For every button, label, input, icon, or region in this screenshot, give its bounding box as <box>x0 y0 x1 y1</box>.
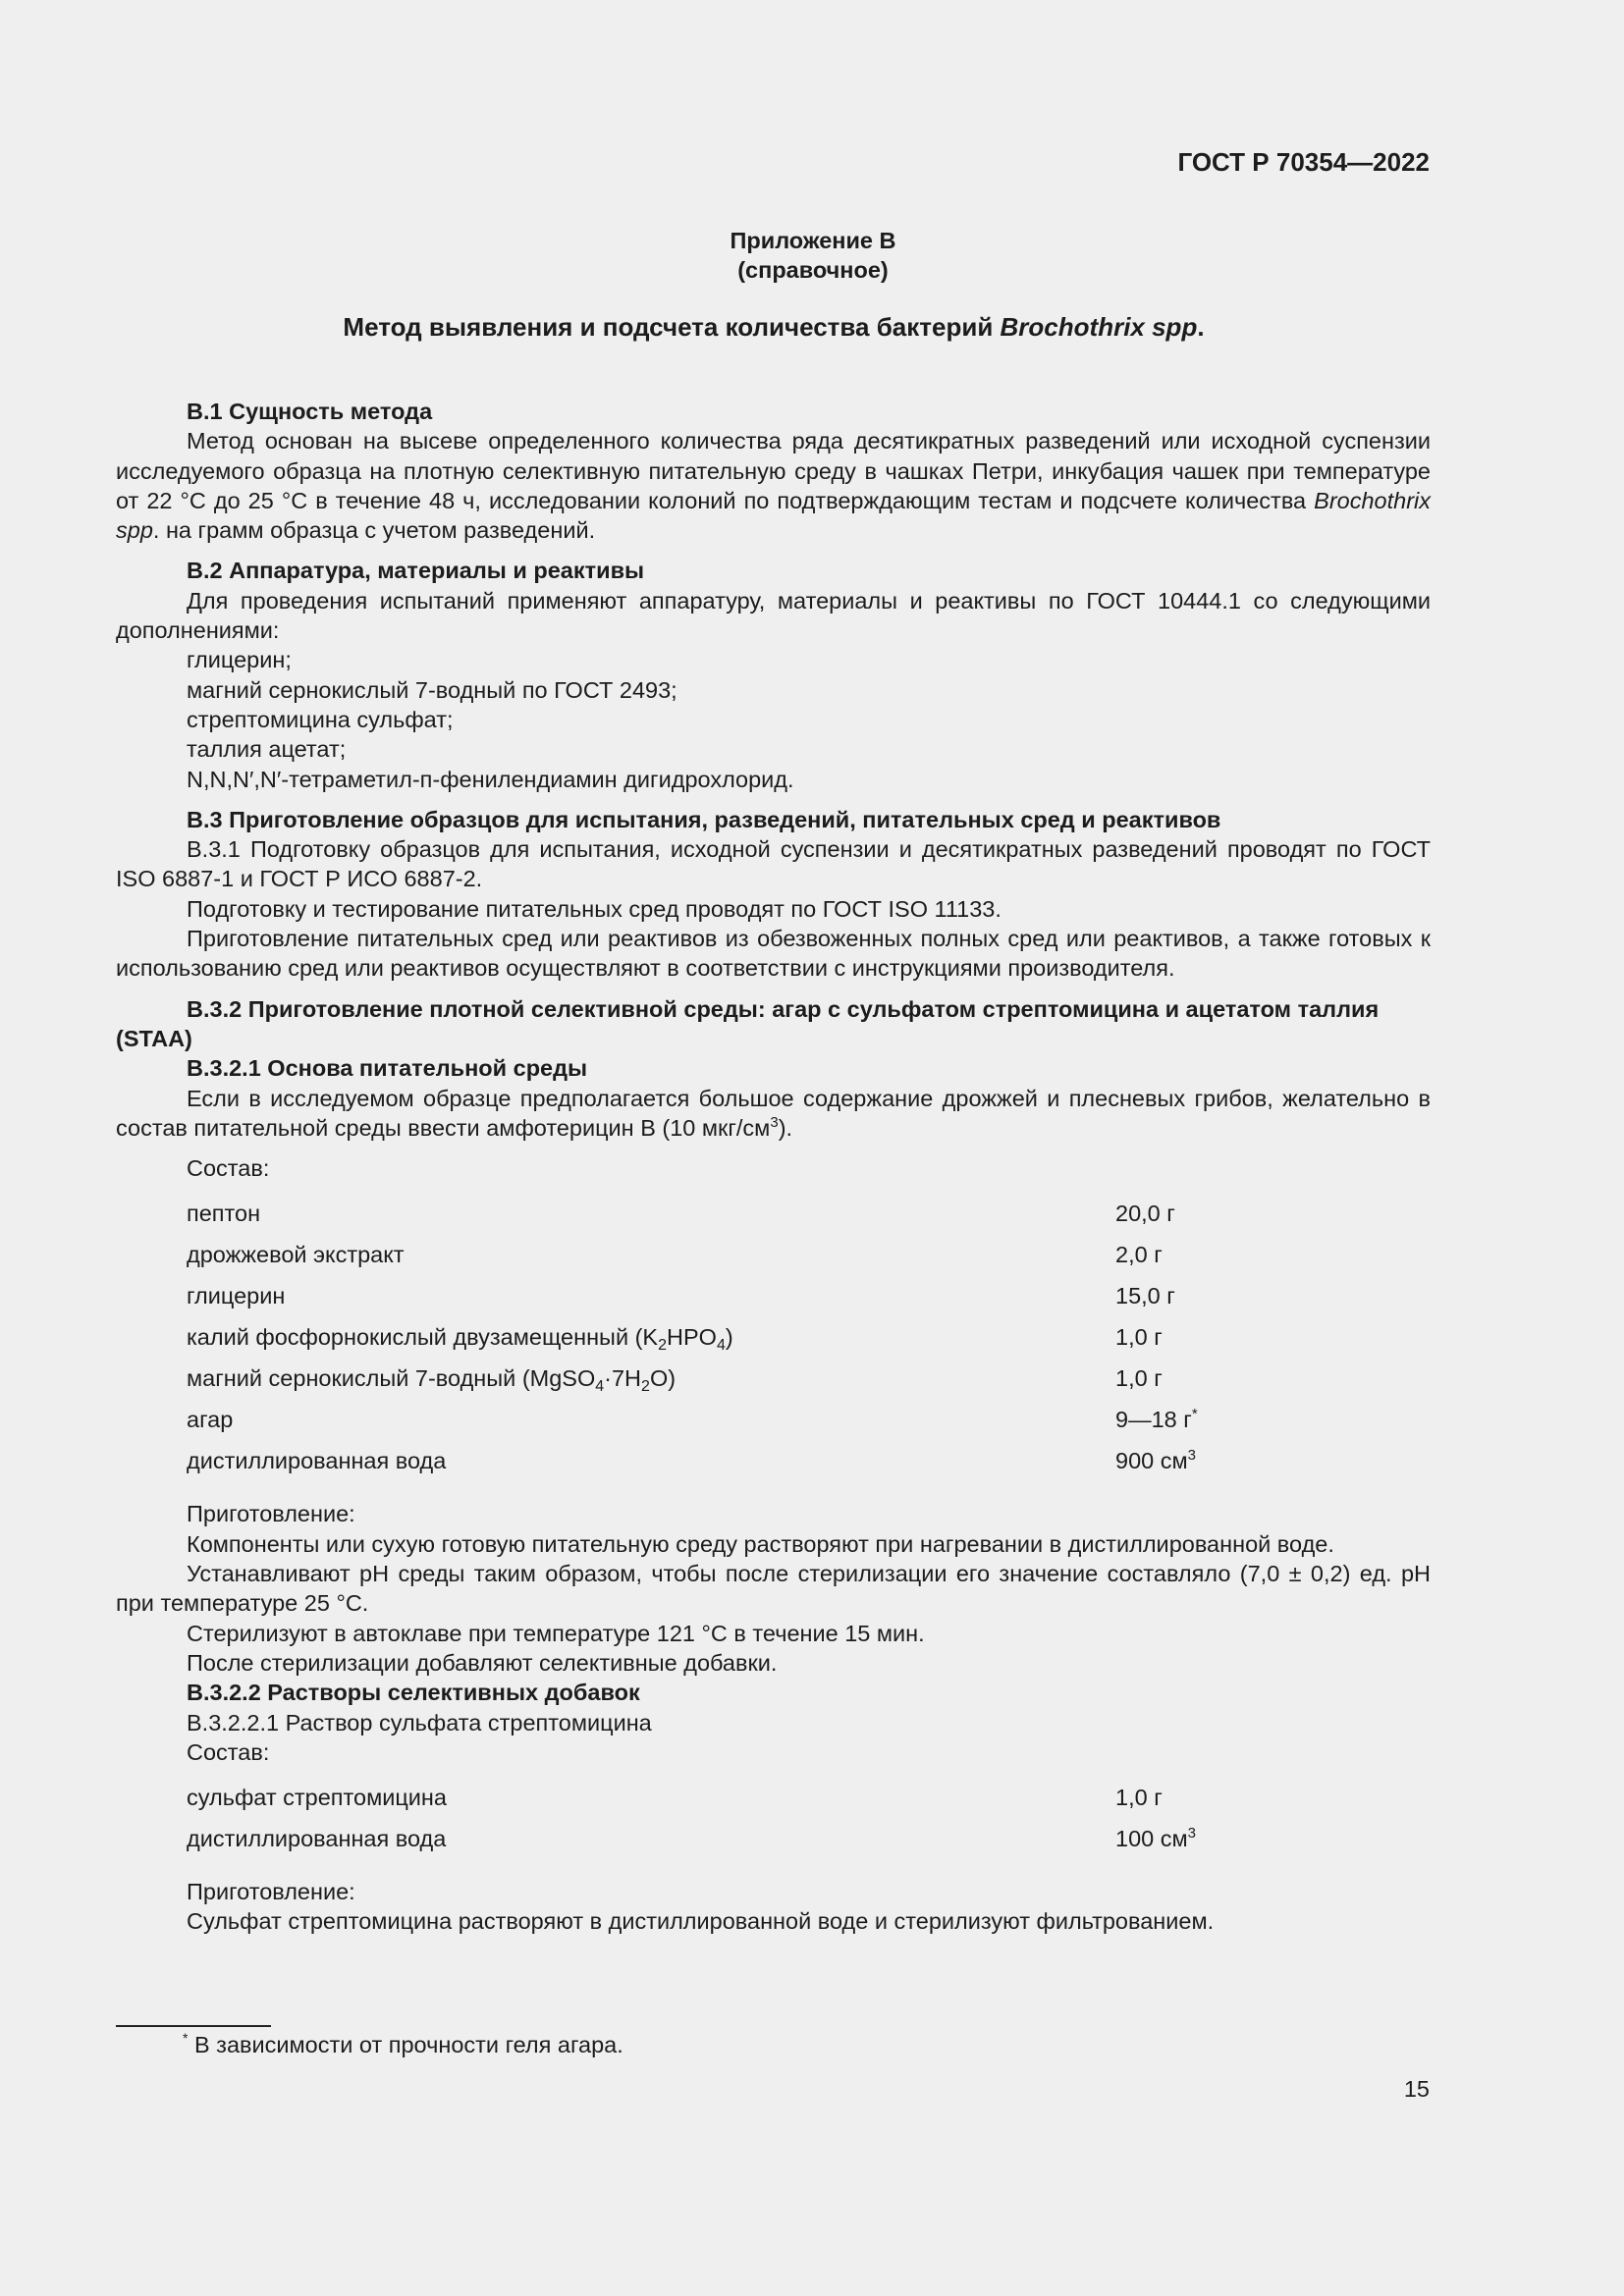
amount-text: 100 см <box>1115 1825 1188 1851</box>
component-amount: 1,0 г <box>1115 1784 1163 1810</box>
formula-part: O) <box>649 1365 677 1392</box>
footnote-ref: * <box>1191 1406 1198 1423</box>
section-b3-text-3: Приготовление питательных сред или реактивов из обезвоженных полных сред или реактивов, а также готовых к использованию сред или реактивов осуществляют в соответствии с инструкциями производителя. <box>116 926 1431 982</box>
b1-text-a: Метод основан на высеве определенного количества ряда десятикратных разведений или исходной суспензии исследуемого образца на плотную селективную питательную среду в чашках Петри, инкубация чашек при температуре от 22 °С до 25 °С в течение 48 ч, исследовании колоний по подтверждающим тестам и подсчете количества <box>116 428 1431 513</box>
component-name: пептон <box>187 1201 261 1227</box>
title-organism: Brochothrix spp <box>1000 312 1198 342</box>
preparation-step: Устанавливают рН среды таким образом, чтобы после стерилизации его значение составляло (7,0 ± 0,2) ед. рН при температуре 25 °С. <box>116 1561 1431 1617</box>
formula-part: ·7H <box>604 1365 642 1392</box>
composition-row <box>187 1275 1431 1316</box>
reagent-item: магний сернокислый 7-водный по ГОСТ 2493; <box>187 676 677 703</box>
preparation-label: Приготовление: <box>187 1879 355 1905</box>
composition-label: Состав: <box>187 1155 270 1182</box>
footnote-separator <box>116 2025 271 2027</box>
component-name <box>187 1322 1115 1355</box>
section-b1-heading: В.1 Сущность метода <box>187 399 433 424</box>
composition-row <box>187 1777 1431 1818</box>
component-amount <box>1115 1824 1431 1853</box>
composition-row <box>187 1358 1431 1399</box>
composition-label: Состав: <box>187 1738 270 1765</box>
formula-subscript: 2 <box>658 1337 668 1355</box>
section-b3221-heading: В.3.2.2.1 Раствор сульфата стрептомицина <box>187 1709 652 1735</box>
composition-row <box>187 1818 1431 1859</box>
component-amount: 1,0 г <box>1115 1324 1163 1351</box>
component-amount <box>1115 1446 1431 1475</box>
unit-superscript: 3 <box>1187 1447 1196 1465</box>
composition-row <box>187 1234 1431 1275</box>
formula-subscript: 4 <box>595 1378 605 1396</box>
preparation-step: Сульфат стрептомицина растворяют в дистиллированной воде и стерилизуют фильтрованием. <box>187 1908 1215 1935</box>
amount-text: 900 см <box>1115 1448 1188 1474</box>
formula-part: калий фосфорнокислый двузамещенный (K <box>187 1324 659 1351</box>
section-b2-intro: Для проведения испытаний применяют аппаратуру, материалы и реактивы по ГОСТ 10444.1 со следующими дополнениями: <box>116 587 1431 644</box>
page-number: 15 <box>1403 2076 1430 2102</box>
note-text-b: ). <box>778 1114 793 1141</box>
formula-part: магний сернокислый 7-водный (MgSO <box>187 1365 596 1392</box>
amount-text: 9—18 г <box>1115 1407 1192 1433</box>
preparation-step: Стерилизуют в автоклаве при температуре 121 °С в течение 15 мин. <box>187 1620 925 1646</box>
note-sup: 3 <box>770 1113 779 1131</box>
component-name: дистиллированная вода <box>187 1448 447 1474</box>
component-name: дистиллированная вода <box>187 1825 447 1851</box>
section-b322-heading: В.3.2.2 Растворы селективных добавок <box>187 1680 640 1706</box>
component-amount: 20,0 г <box>1115 1201 1175 1227</box>
composition-row <box>187 1440 1431 1481</box>
section-b321-heading: В.3.2.1 Основа питательной среды <box>187 1055 588 1082</box>
section-b32-heading: В.3.2 Приготовление плотной селективной среды: агар с сульфатом стрептомицина и ацетатом таллия (STAA) <box>116 995 1380 1051</box>
section-b1-text <box>116 426 1431 545</box>
section-b31-text: В.3.1 Подготовку образцов для испытания, исходной суспензии и десятикратных разведений проводят по ГОСТ ISO 6887-1 и ГОСТ Р ИСО 6887-2. <box>116 836 1431 892</box>
appendix-heading <box>607 226 1019 285</box>
reagent-item: N,N,N′,N′-тетраметил-п-фенилендиамин дигидрохлорид. <box>187 766 794 792</box>
formula-subscript: 4 <box>716 1337 726 1355</box>
component-amount: 15,0 г <box>1115 1283 1175 1309</box>
formula-part: HPO <box>667 1324 717 1351</box>
component-name: глицерин <box>187 1283 286 1309</box>
footnote-mark: * <box>183 2030 189 2046</box>
reagent-item: глицерин; <box>187 647 292 673</box>
component-amount: 1,0 г <box>1115 1365 1163 1392</box>
note-text-a: Если в исследуемом образце предполагается большое содержание дрожжей и плесневых грибов, желательно в состав питательной среды ввести амфотерицин В (10 мкг/см <box>116 1085 1431 1141</box>
section-b3-heading: В.3 Приготовление образцов для испытания, разведений, питательных сред и реактивов <box>187 806 1221 832</box>
appendix-type: (справочное) <box>737 257 889 283</box>
footnote <box>183 2030 1066 2059</box>
formula-part: ) <box>725 1324 733 1351</box>
amphotericin-note <box>116 1084 1431 1144</box>
component-name: сульфат стрептомицина <box>187 1784 447 1810</box>
component-name: дрожжевой экстракт <box>187 1242 405 1268</box>
preparation-step: После стерилизации добавляют селективные добавки. <box>187 1649 778 1676</box>
component-amount <box>1115 1405 1431 1434</box>
composition-row <box>187 1193 1431 1234</box>
composition-row <box>187 1399 1431 1440</box>
main-title <box>116 312 1432 343</box>
b1-text-b: . на грамм образца с учетом разведений. <box>152 517 596 544</box>
footnote-text: В зависимости от прочности геля агара. <box>188 2032 623 2057</box>
reagent-item: таллия ацетат; <box>187 736 347 763</box>
formula-subscript: 2 <box>641 1378 650 1396</box>
unit-superscript: 3 <box>1187 1824 1196 1842</box>
composition-row <box>187 1316 1431 1358</box>
appendix-label: Приложение В <box>730 228 896 253</box>
composition-table <box>187 1193 1431 1481</box>
document-body <box>116 397 1431 1937</box>
reagent-item: стрептомицина сульфат; <box>187 706 454 732</box>
component-amount: 2,0 г <box>1115 1242 1163 1268</box>
section-b3-text-2: Подготовку и тестирование питательных сред проводят по ГОСТ ISO 11133. <box>187 895 1001 922</box>
preparation-label: Приготовление: <box>187 1501 355 1527</box>
document-id: ГОСТ Р 70354—2022 <box>1177 147 1430 177</box>
preparation-step: Компоненты или сухую готовую питательную среду растворяют при нагревании в дистиллированной воде. <box>187 1530 1334 1557</box>
b1-text-organism: Brochothrix spp <box>116 487 1431 544</box>
title-prefix: Метод выявления и подсчета количества бактерий <box>343 312 1001 342</box>
component-name: агар <box>187 1407 234 1433</box>
streptomycin-composition-table <box>187 1777 1431 1859</box>
section-b2-heading: В.2 Аппаратура, материалы и реактивы <box>187 558 645 584</box>
component-name <box>187 1363 1115 1396</box>
title-suffix: . <box>1197 312 1205 342</box>
